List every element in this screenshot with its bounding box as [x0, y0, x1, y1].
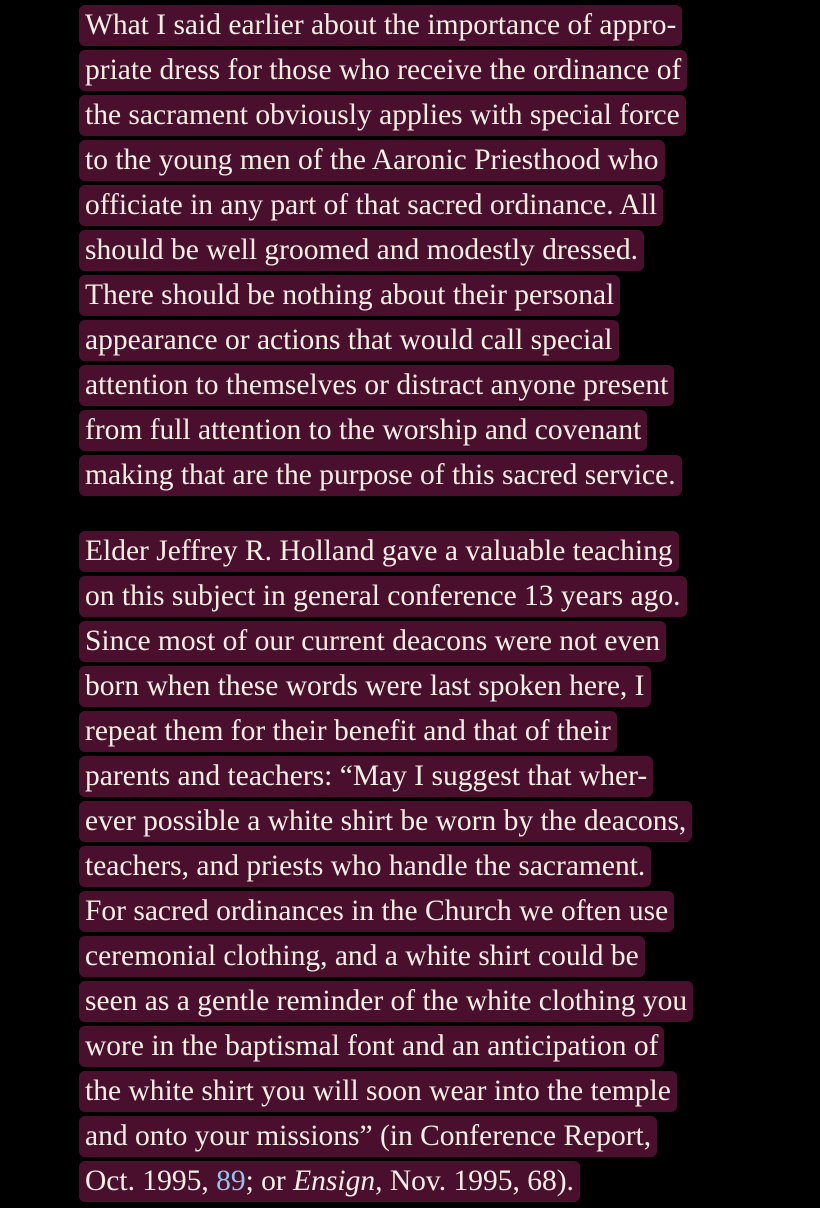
text-line — [79, 95, 820, 140]
highlighted-text: officiate in any part of that sacred ordinance. All — [79, 185, 663, 226]
highlighted-text: born when these words were last spoken here, I — [79, 666, 651, 707]
highlighted-text: to the young men of the Aaronic Priesthood who — [79, 140, 665, 181]
page-link[interactable]: 89 — [216, 1165, 246, 1197]
paragraph-2 — [79, 531, 820, 1206]
highlighted-text: There should be nothing about their personal — [79, 275, 620, 316]
text-line — [79, 275, 820, 320]
text-line — [79, 891, 820, 936]
text-line — [79, 1026, 820, 1071]
text-line — [79, 5, 820, 50]
text-line — [79, 185, 820, 230]
paragraph-1 — [79, 5, 820, 500]
text-line — [79, 621, 820, 666]
text-line — [79, 1116, 820, 1161]
text-line — [79, 455, 820, 500]
text-line — [79, 320, 820, 365]
highlighted-text: repeat them for their benefit and that of their — [79, 711, 617, 752]
text-line — [79, 666, 820, 711]
text-line — [79, 50, 820, 95]
text-line — [79, 140, 820, 185]
highlighted-text: and onto your missions” (in Conference Report, — [79, 1116, 657, 1157]
highlighted-text: from full attention to the worship and covenant — [79, 410, 647, 451]
text-line — [79, 981, 820, 1026]
text-line — [79, 711, 820, 756]
highlighted-text: should be well groomed and modestly dressed. — [79, 230, 644, 271]
citation-text: Oct. 1995, — [85, 1165, 217, 1197]
highlighted-text: Since most of our current deacons were not even — [79, 621, 666, 662]
highlighted-text: the white shirt you will soon wear into the temple — [79, 1071, 677, 1112]
highlighted-text: parents and teachers: “May I suggest that wher- — [79, 756, 653, 797]
highlighted-text: teachers, and priests who handle the sacrament. — [79, 846, 651, 887]
text-line — [79, 801, 820, 846]
text-line — [79, 365, 820, 410]
text-line — [79, 936, 820, 981]
highlighted-text: the sacrament obviously applies with special force — [79, 95, 686, 136]
highlighted-text: For sacred ordinances in the Church we often use — [79, 891, 674, 932]
highlighted-text: What I said earlier about the importance of appro- — [79, 5, 682, 46]
citation-text: Nov. 1995, 68). — [382, 1165, 574, 1197]
citation-line — [79, 1161, 580, 1202]
text-line — [79, 531, 820, 576]
text-line — [79, 846, 820, 891]
highlighted-text: ever possible a white shirt be worn by the deacons, — [79, 801, 692, 842]
text-line — [79, 1161, 820, 1206]
highlighted-text: Elder Jeffrey R. Holland gave a valuable teaching — [79, 531, 679, 572]
text-line — [79, 576, 820, 621]
highlighted-text: wore in the baptismal font and an anticipation of — [79, 1026, 664, 1067]
publication-title: Ensign, — [293, 1165, 383, 1197]
text-line — [79, 756, 820, 801]
text-line — [79, 1071, 820, 1116]
highlighted-text: ceremonial clothing, and a white shirt could be — [79, 936, 645, 977]
highlighted-text: appearance or actions that would call special — [79, 320, 619, 361]
text-line — [79, 410, 820, 455]
highlighted-text: on this subject in general conference 13 years ago. — [79, 576, 687, 617]
highlighted-text: making that are the purpose of this sacred service. — [79, 455, 682, 496]
highlighted-text: priate dress for those who receive the ordinance of — [79, 50, 687, 91]
highlighted-text: seen as a gentle reminder of the white clothing you — [79, 981, 693, 1022]
citation-text: ; or — [245, 1165, 294, 1197]
text-line — [79, 230, 820, 275]
highlighted-text: attention to themselves or distract anyone present — [79, 365, 674, 406]
